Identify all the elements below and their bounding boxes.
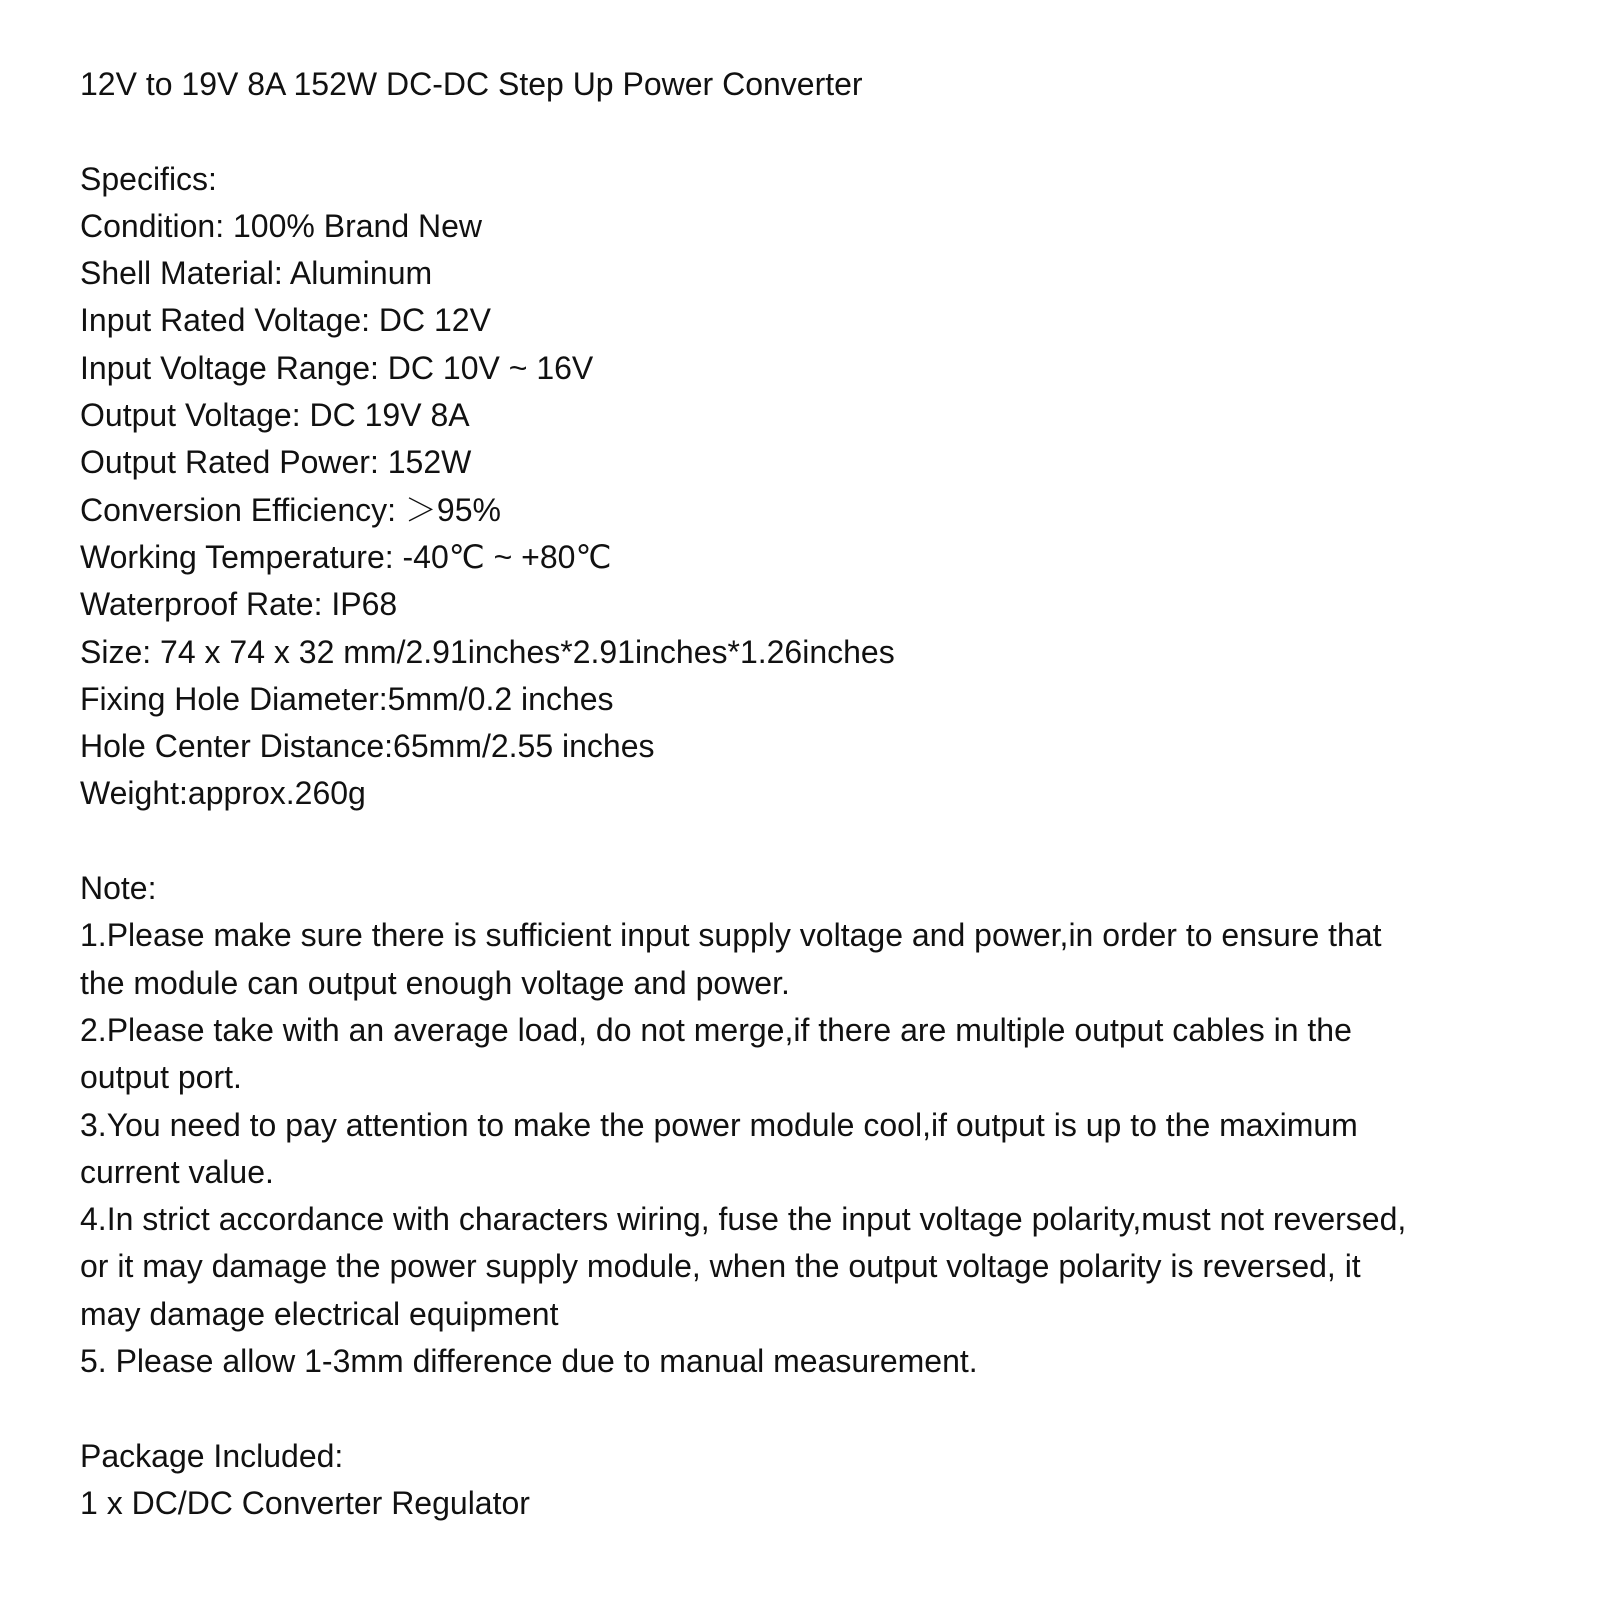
note-line: 5. Please allow 1-3mm difference due to manual measurement. (80, 1343, 978, 1380)
note-line: 2.Please take with an average load, do not merge,if there are multiple output cables in the (80, 1011, 1352, 1048)
note-heading: Note: (80, 870, 157, 907)
spacer (80, 818, 1580, 865)
spec-condition: Condition: 100% Brand New (80, 207, 483, 244)
package-heading: Package Included: (80, 1437, 344, 1474)
spacer (80, 1385, 1580, 1432)
package-item: 1 x DC/DC Converter Regulator (80, 1484, 530, 1521)
note-line: 1.Please make sure there is sufficient input supply voltage and power,in order to ensure that (80, 917, 1382, 954)
note-line: current value. (80, 1153, 274, 1190)
note-line: output port. (80, 1059, 242, 1096)
note-line: or it may damage the power supply module, when the output voltage polarity is reversed, it (80, 1248, 1361, 1285)
spec-conversion-efficiency: Conversion Efficiency: ＞95% (80, 491, 501, 528)
spec-input-rated-voltage: Input Rated Voltage: DC 12V (80, 302, 491, 339)
spec-output-voltage: Output Voltage: DC 19V 8A (80, 397, 470, 434)
spec-input-voltage-range: Input Voltage Range: DC 10V ~ 16V (80, 349, 594, 386)
spec-hole-center-distance: Hole Center Distance:65mm/2.55 inches (80, 728, 655, 765)
spacer (80, 108, 1580, 155)
spec-shell-material: Shell Material: Aluminum (80, 255, 433, 292)
spec-fixing-hole-diameter: Fixing Hole Diameter:5mm/0.2 inches (80, 680, 614, 717)
spec-working-temperature: Working Temperature: -40℃ ~ +80℃ (80, 538, 612, 575)
note-line: the module can output enough voltage and power. (80, 964, 790, 1001)
specifics-heading: Specifics: (80, 160, 217, 197)
spec-output-rated-power: Output Rated Power: 152W (80, 444, 472, 481)
note-line: 3.You need to pay attention to make the power module cool,if output is up to the maximum (80, 1106, 1358, 1143)
product-description (80, 61, 1580, 1527)
note-line: 4.In strict accordance with characters wiring, fuse the input voltage polarity,must not reversed, (80, 1201, 1407, 1238)
spec-waterproof-rate: Waterproof Rate: IP68 (80, 586, 398, 623)
note-line: may damage electrical equipment (80, 1295, 559, 1332)
spec-size: Size: 74 x 74 x 32 mm/2.91inches*2.91inches*1.26inches (80, 633, 895, 670)
product-title: 12V to 19V 8A 152W DC-DC Step Up Power Converter (80, 66, 863, 102)
spec-weight: Weight:approx.260g (80, 775, 366, 812)
